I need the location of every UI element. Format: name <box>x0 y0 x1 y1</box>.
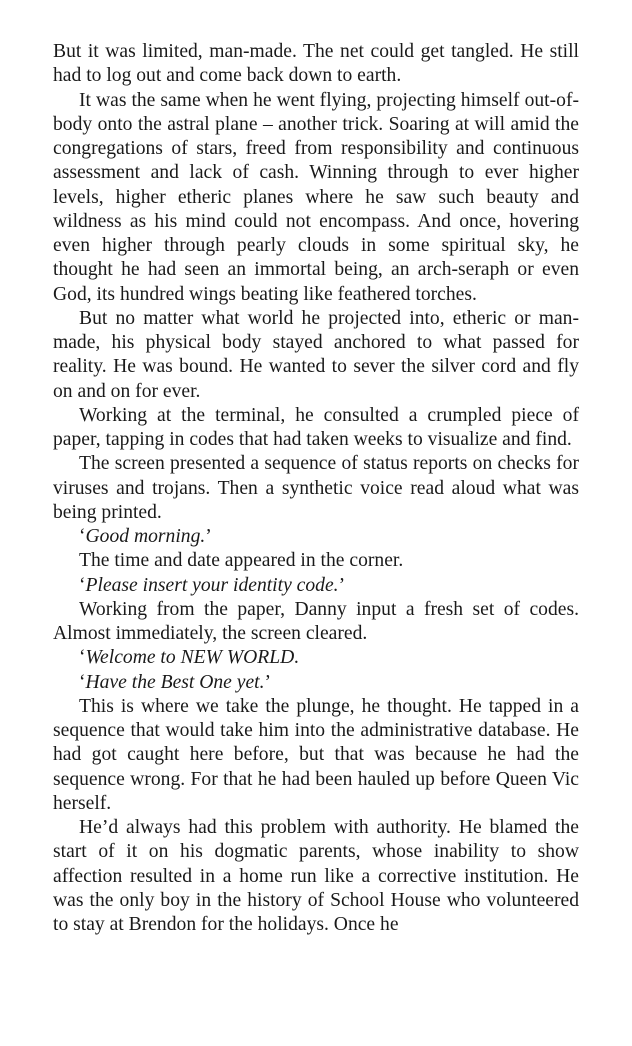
dialogue-good-morning <box>53 525 579 549</box>
italic-message: Have the Best One yet. <box>85 671 265 693</box>
italic-message: Please insert your identity code. <box>85 574 339 596</box>
open-quote: ‘ <box>79 647 86 669</box>
close-quote: ’ <box>205 526 212 547</box>
italic-message: Good morning. <box>85 526 206 547</box>
close-quote: ’ <box>264 671 272 693</box>
paragraph-physical-body: But no matter what world he projected into, etheric or man-made, his physical body stayed anchored to what passed for reality. He was bound. He wanted to sever the silver cord and fly on and on for ever. <box>53 307 579 402</box>
open-quote: ‘ <box>79 671 86 693</box>
dialogue-identity-code <box>53 574 579 598</box>
paragraph-status-reports: The screen presented a sequence of status reports on checks for viruses and trojans. Then a synthetic voice read aloud what was being printed. <box>53 453 579 523</box>
dialogue-best-one <box>53 671 579 695</box>
paragraph-take-the-plunge: This is where we take the plunge, he thought. He tapped in a sequence that would take him into the administrative database. He had got caught here before, but that was because he had the sequence wrong. For that he had been hauled up before Queen Vic herself. <box>53 695 579 814</box>
paragraph-fresh-codes: Working from the paper, Danny input a fresh set of codes. Almost immediately, the screen cleared. <box>53 598 579 644</box>
dialogue-welcome <box>53 646 579 670</box>
close-quote: ’ <box>338 574 346 596</box>
open-quote: ‘ <box>79 526 86 547</box>
italic-message: Welcome to NEW WORLD. <box>85 647 300 669</box>
paragraph-terminal-codes: Working at the terminal, he consulted a crumpled piece of paper, tapping in codes that had taken weeks to visualize and find. <box>53 404 579 450</box>
paragraph-astral-flying: It was the same when he went flying, projecting himself out-of-body onto the astral plane – another trick. Soaring at will amid the congregations of stars, freed from responsibility and continuous assessment and lack of cash. Winning through to ever higher levels, higher etheric planes where he saw such beauty and wildness as his mind could not encompass. And once, hovering even higher through pearly clouds in some spiritual sky, he thought he had seen an immortal being, an arch-seraph or even God, its hundred wings beating like feathered torches. <box>53 89 579 305</box>
paragraph-limited-net: But it was limited, man-made. The net could get tangled. He still had to log out and come back down to earth. <box>53 41 579 87</box>
paragraph-time-date: The time and date appeared in the corner. <box>79 550 404 572</box>
open-quote: ‘ <box>79 574 86 596</box>
paragraph-authority: He’d always had this problem with authority. He blamed the start of it on his dogmatic parents, whose inability to show affection resulted in a home run like a corrective institution. He was the only boy in the history of School House who volunteered to stay at Brendon for the holidays. Once he <box>53 817 579 935</box>
